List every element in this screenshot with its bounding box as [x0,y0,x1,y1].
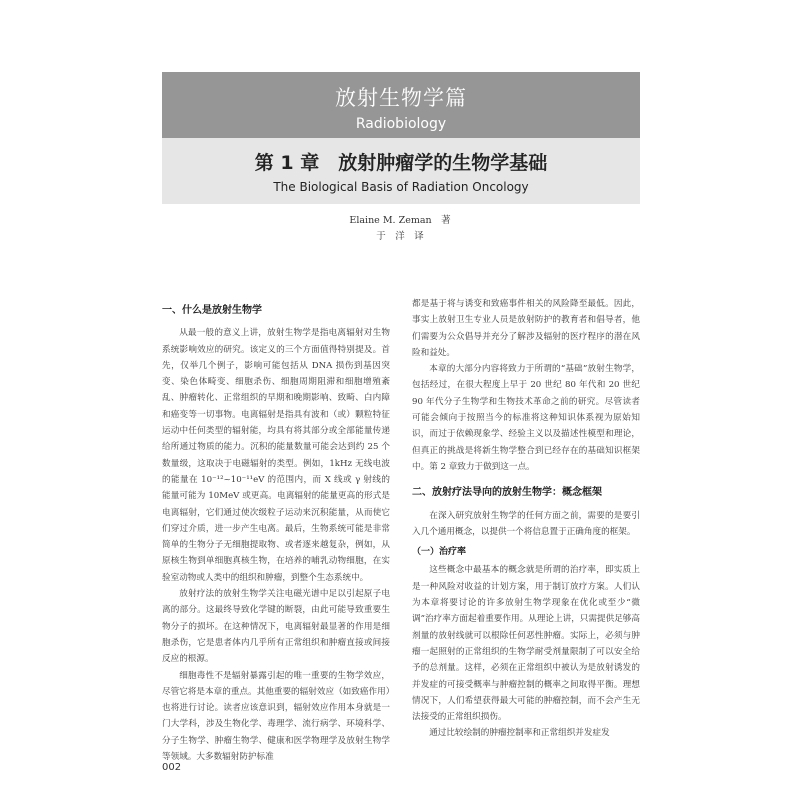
part-title-en: Radiobiology [355,116,447,132]
chapter-title-en: The Biological Basis of Radiation Oncology [273,180,529,194]
paragraph: 都是基于将与诱变和致癌事件相关的风险降至最低。因此，事实上放射卫生专业人员是放射防护的教育者和倡导者，他们需要为公众倡导并充分了解涉及辐射的医疗程序的潜在风险和益处。 [412,299,640,358]
paragraph: 通过比较绘制的肿瘤控制率和正常组织并发症发 [429,728,610,739]
paragraph: 在深入研究放射生物学的任何方面之前，需要的是要引入几个通用概念，以提供一个将信息置于正确角度的框架。 [412,510,640,537]
left-column [162,303,390,765]
author-line: Elaine M. Zeman 著 [349,215,451,226]
chapter-header [162,138,640,204]
part-banner [162,72,640,138]
subsection-heading: （一）治疗率 [412,547,467,558]
translator-line: 于 洋 译 [376,231,424,242]
paragraph: 这些概念中最基本的概念就是所谓的治疗率，即实质上是一种风险对收益的计划方案，用于制订放疗方案。人们认为本章将要讨论的许多放射生物学现象在优化或至少“微调”治疗率方面起着重要作用。从理论上讲，只需提供足够高剂量的放射线就可以根除任何恶性肿瘤。实际上，必须与肿瘤一起照射的正常组织的生物学耐受剂量限制了可以安全给予的总剂量。这样，必须在正常组织中被认为是放射诱发的并发症的可接受概率与肿瘤控制的概率之间取得平衡。理想情况下，人们希望获得最大可能的肿瘤控制，而不会产生无法接受的正常组织损伤。 [412,565,640,723]
paragraph: 本章的大部分内容将致力于所谓的“基础”放射生物学，包括经过，在很大程度上早于 20 世纪 80 年代和 20 世纪 90 年代分子生物学和生物技术革命之前的研究。尽管读者可能会倾向于按照当今的标准将这种知识体系视为原始知识，而过于依赖现象学、经验主义以及描述性模型和理论，但真正的挑战是将新生物学整合到已经存在的基础知识框架中。第 2 章致力于做到这一点。 [412,364,640,472]
paragraph: 从最一般的意义上讲，放射生物学是指电离辐射对生物系统影响效应的研究。该定义的三个方面值得特别提及。首先，仅举几个例子，影响可能包括从 DNA 损伤到基因突变、染色体畸变、细胞杀伤、细胞周期阻滞和细胞增殖紊乱、肿瘤转化、正常组织的早期和晚期影响、致畸、白内障和癌变等一切事物。电离辐射是指具有波和（或）颗粒特征运动中任何类型的辐射能，均具有将其部分或全部能量传递给所通过物质的能力。沉积的能量数量可能会达到约 25 个数量级，这取决于电磁辐射的类型。例如，1kHz 无线电波的能量在 10⁻¹²~10⁻¹¹eV 的范围内，而 X 线或 γ 射线的能量可能为 10MeV 或更高。电离辐射的能量更高的形式是电离辐射，它们通过使次级粒子运动来沉积能量，从而使它们穿过介质，进一步产生电离。最后，生物系统可能是非常简单的生物分子无细胞提取物、或者逐来越复杂，例如，从原核生物到单细胞真核生物，在培养的哺乳动物细胞，在实验室动物或人类中的组织和肿瘤，到整个生态系统中。 [162,328,390,583]
section-heading-1: 一、什么是放射生物学 [162,305,262,316]
paragraph: 细胞毒性不是辐射暴露引起的唯一重要的生物学效应，尽管它将是本章的重点。其他重要的辐射效应（如致癌作用）也将进行讨论。读者应该意识到，辐射效应作用本身就是一门大学科，涉及生物化学、毒理学、流行病学、环境科学、分子生物学、肿瘤生物学、健康和医学物理学及放射生物学等领域。大多数辐射防护标准 [162,670,390,763]
right-column [412,296,640,742]
section-heading-2: 二、放射疗法导向的放射生物学：概念框架 [412,487,602,499]
paragraph: 放射疗法的放射生物学关注电磁光谱中足以引起原子电离的部分。这最终导致化学键的断裂，由此可能导致重要生物分子的损坏。在这种情况下，电离辐射最显著的作用是细胞杀伤，它是患者体内几乎所有正常组织和肿瘤直接或间接反应的根源。 [162,589,390,665]
page-number: 002 [162,762,182,773]
chapter-title-zh: 第 1 章 放射肿瘤学的生物学基础 [254,152,548,174]
part-title-zh: 放射生物学篇 [335,86,467,110]
